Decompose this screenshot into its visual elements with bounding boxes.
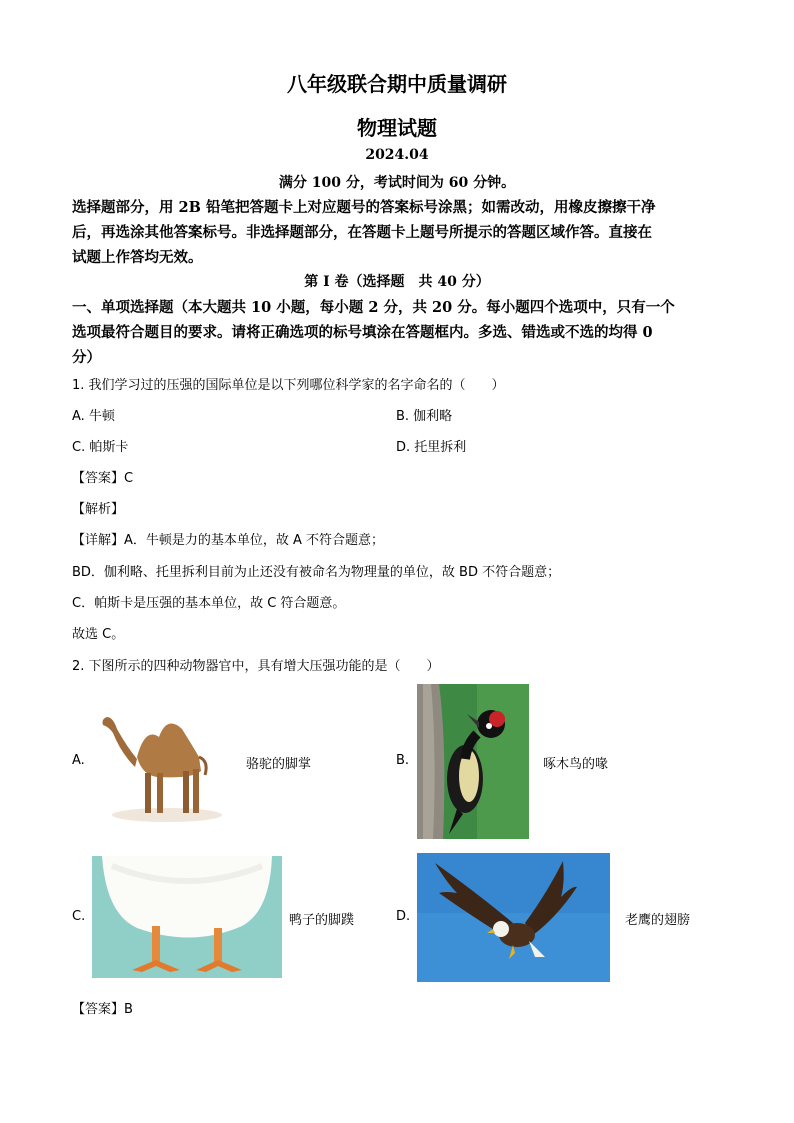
question-1-option-d: D. 托里拆利 xyxy=(396,440,467,455)
question-2-answer: 【答案】B xyxy=(72,1002,133,1017)
part-heading-line: 一、单项选择题（本大题共 10 小题，每小题 2 分，共 20 分。每小题四个选项中，只有一个 xyxy=(72,299,675,316)
question-1-detail-line: BD．伽利略、托里拆利目前为止还没有被命名为物理量的单位，故 BD 不符合题意； xyxy=(72,565,561,580)
question-2-option-a-letter: A. xyxy=(72,753,85,768)
section-title: 第 I 卷（选择题 共 40 分） xyxy=(304,274,490,290)
instruction-line: 试题上作答均无效。 xyxy=(72,249,203,266)
camel-image xyxy=(97,697,224,825)
question-1-option-b: B. 伽利略 xyxy=(396,409,453,424)
question-2-option-b-letter: B. xyxy=(396,753,410,768)
instruction-line: 选择题部分，用 2B 铅笔把答题卡上对应题号的答案标号涂黑；如需改动，用橡皮擦擦干净 xyxy=(72,199,656,216)
part-heading-line: 分） xyxy=(72,349,101,366)
subject-title: 物理试题 xyxy=(357,116,437,140)
question-2-option-a-caption: 骆驼的脚掌 xyxy=(246,757,312,772)
question-1-detail-line: 故选 C。 xyxy=(72,627,125,642)
question-2-option-c-letter: C. xyxy=(72,909,86,924)
question-2-option-b-caption: 啄木鸟的喙 xyxy=(543,757,609,772)
exam-title: 八年级联合期中质量调研 xyxy=(287,72,507,96)
question-1-stem: 1. 我们学习过的压强的国际单位是以下列哪位科学家的名字命名的（ ） xyxy=(72,378,505,393)
question-1-analysis-label: 【解析】 xyxy=(72,502,125,517)
exam-date: 2024.04 xyxy=(365,147,429,163)
question-2-option-c-caption: 鸭子的脚蹼 xyxy=(289,913,355,928)
question-2-option-d-caption: 老鹰的翅膀 xyxy=(625,913,691,928)
question-2-option-d-letter: D. xyxy=(396,909,411,924)
part-heading-line: 选项最符合题目的要求。请将正确选项的标号填涂在答题框内。多选、错选或不选的均得 0 xyxy=(72,324,653,341)
woodpecker-image xyxy=(417,684,529,839)
question-1-option-c: C. 帕斯卡 xyxy=(72,440,129,455)
question-1-detail-line: 【详解】A．牛顿是力的基本单位，故 A 不符合题意； xyxy=(72,533,385,548)
question-1-option-a: A. 牛顿 xyxy=(72,409,115,424)
question-1-answer: 【答案】C xyxy=(72,471,134,486)
duck-feet-image xyxy=(92,856,282,978)
instruction-line: 后，再选涂其他答案标号。非选择题部分，在答题卡上题号所提示的答题区域作答。直接在 xyxy=(72,224,652,241)
score-info: 满分 100 分，考试时间为 60 分钟。 xyxy=(278,175,516,191)
question-2-stem: 2. 下图所示的四种动物器官中，具有增大压强功能的是（ ） xyxy=(72,659,440,674)
eagle-image xyxy=(417,853,610,982)
question-1-detail-line: C．帕斯卡是压强的基本单位，故 C 符合题意。 xyxy=(72,596,346,611)
